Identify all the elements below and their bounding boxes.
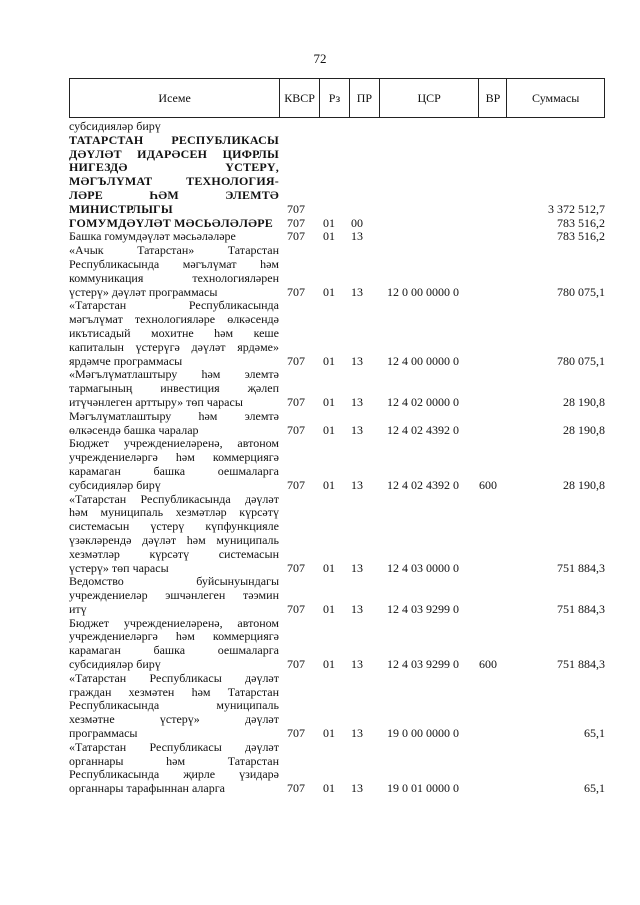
cell-sum: 783 516,2 (557, 215, 605, 230)
cell-name (69, 244, 279, 299)
header-sum: Суммасы (506, 79, 604, 117)
name-line: субсидияләр бирү (69, 119, 161, 133)
table-row (69, 134, 605, 217)
cell-csr: 12 4 00 0000 0 (387, 353, 459, 368)
name-line: системасын үстерү күпфункцияле (69, 519, 279, 534)
cell-kvsr: 707 (287, 477, 305, 492)
name-line: «Татарстан Республикасы дәүләт (69, 670, 279, 685)
name-line: «Ачык Татарстан» Татарстан (69, 243, 279, 258)
cell-csr: 12 4 03 9299 0 (387, 601, 459, 616)
table-row (69, 120, 605, 134)
cell-rz: 01 (323, 394, 335, 409)
name-line: хезмәтләр күрсәтү системасын (69, 546, 279, 561)
name-line: Мәгълүматлаштыру һәм элемтә (69, 408, 279, 423)
table-row (69, 299, 605, 368)
name-line: НИГЕЗДӘ ҮСТЕРҮ, (69, 160, 279, 175)
name-line: һәм муниципаль хезмәтләр күрсәтү (69, 505, 279, 520)
cell-kvsr: 707 (287, 422, 305, 437)
cell-kvsr: 707 (287, 284, 305, 299)
cell-sum: 751 884,3 (557, 657, 605, 672)
table-row (69, 741, 605, 796)
name-line: Республикасында мәгълүмат һәм (69, 256, 279, 271)
name-line: ГОМУМДӘҮЛӘТ МӘСЬӘЛӘЛӘРЕ (69, 215, 273, 230)
name-line: икътисадый мохитне һәм кеше (69, 325, 279, 340)
cell-rz: 01 (323, 601, 335, 616)
table-row (69, 493, 605, 576)
name-line: Республикасында муниципаль (69, 698, 279, 713)
cell-name (69, 672, 279, 741)
name-line: субсидияләр бирү (69, 657, 161, 672)
header-name: Исеме (158, 90, 191, 105)
table-row (69, 230, 605, 244)
name-line: граждан хезмәтен һәм Татарстан (69, 684, 279, 699)
name-line: Ведомство буйсынуындагы (69, 574, 279, 589)
name-line: Бюджет учреждениеләренә, автоном (69, 436, 279, 451)
cell-rz: 01 (323, 229, 335, 244)
cell-pr: 13 (351, 284, 363, 299)
cell-rz: 01 (323, 781, 335, 796)
cell-sum: 28 190,8 (563, 394, 605, 409)
name-line: үстерү» төп чарасы (69, 560, 169, 575)
name-line: ТАТАРСТАН РЕСПУБЛИКАСЫ (69, 132, 279, 147)
name-line: ЛӘРЕ ҺӘМ ЭЛЕМТӘ (69, 187, 279, 202)
table-row (69, 672, 605, 741)
cell-name (69, 617, 279, 672)
cell-csr: 12 0 00 0000 0 (387, 284, 459, 299)
cell-sum: 783 516,2 (557, 229, 605, 244)
cell-pr: 13 (351, 657, 363, 672)
cell-name (69, 741, 279, 796)
cell-name (69, 410, 279, 438)
name-line: үстерү» дәүләт программасы (69, 284, 218, 299)
cell-pr: 13 (351, 394, 363, 409)
cell-rz: 01 (323, 353, 335, 368)
cell-pr: 00 (351, 215, 363, 230)
cell-name (69, 575, 279, 616)
cell-pr: 13 (351, 422, 363, 437)
name-line: мәгълүмат технологияләре өлкәсендә (69, 312, 279, 327)
name-line: органнары һәм Татарстан (69, 753, 279, 768)
cell-csr: 19 0 01 0000 0 (387, 781, 459, 796)
cell-rz: 01 (323, 726, 335, 741)
cell-name (69, 299, 279, 368)
name-line: МӘГЪЛҮМАТ ТЕХНОЛОГИЯ- (69, 174, 279, 189)
cell-sum: 751 884,3 (557, 601, 605, 616)
table-body (69, 120, 605, 796)
cell-sum: 751 884,3 (557, 560, 605, 575)
table-row (69, 617, 605, 672)
cell-csr: 12 4 02 4392 0 (387, 422, 459, 437)
cell-kvsr: 707 (287, 201, 305, 216)
cell-kvsr: 707 (287, 394, 305, 409)
table-row (69, 575, 605, 616)
table-row (69, 244, 605, 299)
header-vr: ВР (478, 79, 506, 117)
name-line: «Мәгълүматлаштыру һәм элемтә (69, 367, 279, 382)
cell-name (69, 134, 279, 217)
cell-rz: 01 (323, 215, 335, 230)
cell-vr: 600 (479, 477, 497, 492)
name-line: Башка гомумдәүләт мәсьәләләре (69, 229, 236, 244)
cell-name (69, 437, 279, 492)
cell-name (69, 120, 279, 134)
cell-csr: 12 4 03 9299 0 (387, 657, 459, 672)
header-pr: ПР (349, 79, 379, 117)
cell-kvsr: 707 (287, 353, 305, 368)
table-row (69, 217, 605, 231)
cell-vr: 600 (479, 657, 497, 672)
cell-kvsr: 707 (287, 229, 305, 244)
cell-kvsr: 707 (287, 657, 305, 672)
name-line: Республикасында җирле үзидарә (69, 767, 279, 782)
cell-rz: 01 (323, 477, 335, 492)
cell-csr: 12 4 02 4392 0 (387, 477, 459, 492)
cell-csr: 19 0 00 0000 0 (387, 726, 459, 741)
cell-sum: 780 075,1 (557, 284, 605, 299)
cell-kvsr: 707 (287, 726, 305, 741)
table-header (69, 78, 605, 118)
budget-table (69, 78, 605, 796)
name-line: ярдәмче программасы (69, 353, 183, 368)
cell-pr: 13 (351, 477, 363, 492)
cell-pr: 13 (351, 229, 363, 244)
cell-pr: 13 (351, 601, 363, 616)
cell-sum: 780 075,1 (557, 353, 605, 368)
table-row (69, 368, 605, 409)
cell-sum: 28 190,8 (563, 422, 605, 437)
cell-rz: 01 (323, 422, 335, 437)
name-line: карамаган башка оешмаларга (69, 463, 279, 478)
cell-csr: 12 4 03 0000 0 (387, 560, 459, 575)
name-line: карамаган башка оешмаларга (69, 643, 279, 658)
name-line: МИНИСТРЛЫГЫ (69, 201, 173, 216)
page-number: 72 (313, 51, 327, 66)
name-line: итүчәнлеген арттыру» төп чарасы (69, 394, 243, 409)
table-row (69, 437, 605, 492)
cell-rz: 01 (323, 284, 335, 299)
cell-pr: 13 (351, 353, 363, 368)
cell-kvsr: 707 (287, 781, 305, 796)
cell-kvsr: 707 (287, 601, 305, 616)
cell-name (69, 217, 279, 231)
name-line: программасы (69, 726, 138, 741)
header-kvsr: КВСР (279, 79, 319, 117)
name-line: учреждениеләргә һәм коммерциягә (69, 450, 279, 465)
cell-rz: 01 (323, 560, 335, 575)
name-line: тармагының инвестиция җәлеп (69, 381, 279, 396)
cell-pr: 13 (351, 560, 363, 575)
name-line: хезмәтне үстерү» дәүләт (69, 712, 279, 727)
cell-sum: 65,1 (584, 781, 605, 796)
name-line: субсидияләр бирү (69, 477, 161, 492)
name-line: «Татарстан Республикасы дәүләт (69, 739, 279, 754)
name-line: учреждениеләр эшчәнлеген тәэмин (69, 588, 279, 603)
cell-name (69, 493, 279, 576)
name-line: Бюджет учреждениеләренә, автоном (69, 615, 279, 630)
header-csr: ЦСР (379, 79, 479, 117)
cell-name (69, 368, 279, 409)
cell-kvsr: 707 (287, 560, 305, 575)
name-line: учреждениеләргә һәм коммерциягә (69, 629, 279, 644)
cell-csr: 12 4 02 0000 0 (387, 394, 459, 409)
name-line: капиталын үстерүгә дәүләт ярдәме» (69, 339, 279, 354)
table-row (69, 410, 605, 438)
cell-pr: 13 (351, 781, 363, 796)
header-rz: Рз (319, 79, 349, 117)
cell-sum: 65,1 (584, 726, 605, 741)
cell-rz: 01 (323, 657, 335, 672)
cell-sum: 3 372 512,7 (548, 201, 605, 216)
cell-sum: 28 190,8 (563, 477, 605, 492)
name-line: ДӘҮЛӘТ ИДАРӘСЕН ЦИФРЛЫ (69, 146, 279, 161)
cell-kvsr: 707 (287, 215, 305, 230)
name-line: органнары тарафыннан аларга (69, 781, 225, 796)
cell-name (69, 230, 279, 244)
cell-pr: 13 (351, 726, 363, 741)
name-line: «Татарстан Республикасында дәүләт (69, 491, 279, 506)
name-line: өлкәсендә башка чаралар (69, 422, 199, 437)
name-line: үзәкләрендә дәүләт һәм муниципаль (69, 532, 279, 547)
name-line: итү (69, 601, 87, 616)
name-line: «Татарстан Республикасында (69, 298, 279, 313)
name-line: коммуникация технологияләрен (69, 270, 279, 285)
